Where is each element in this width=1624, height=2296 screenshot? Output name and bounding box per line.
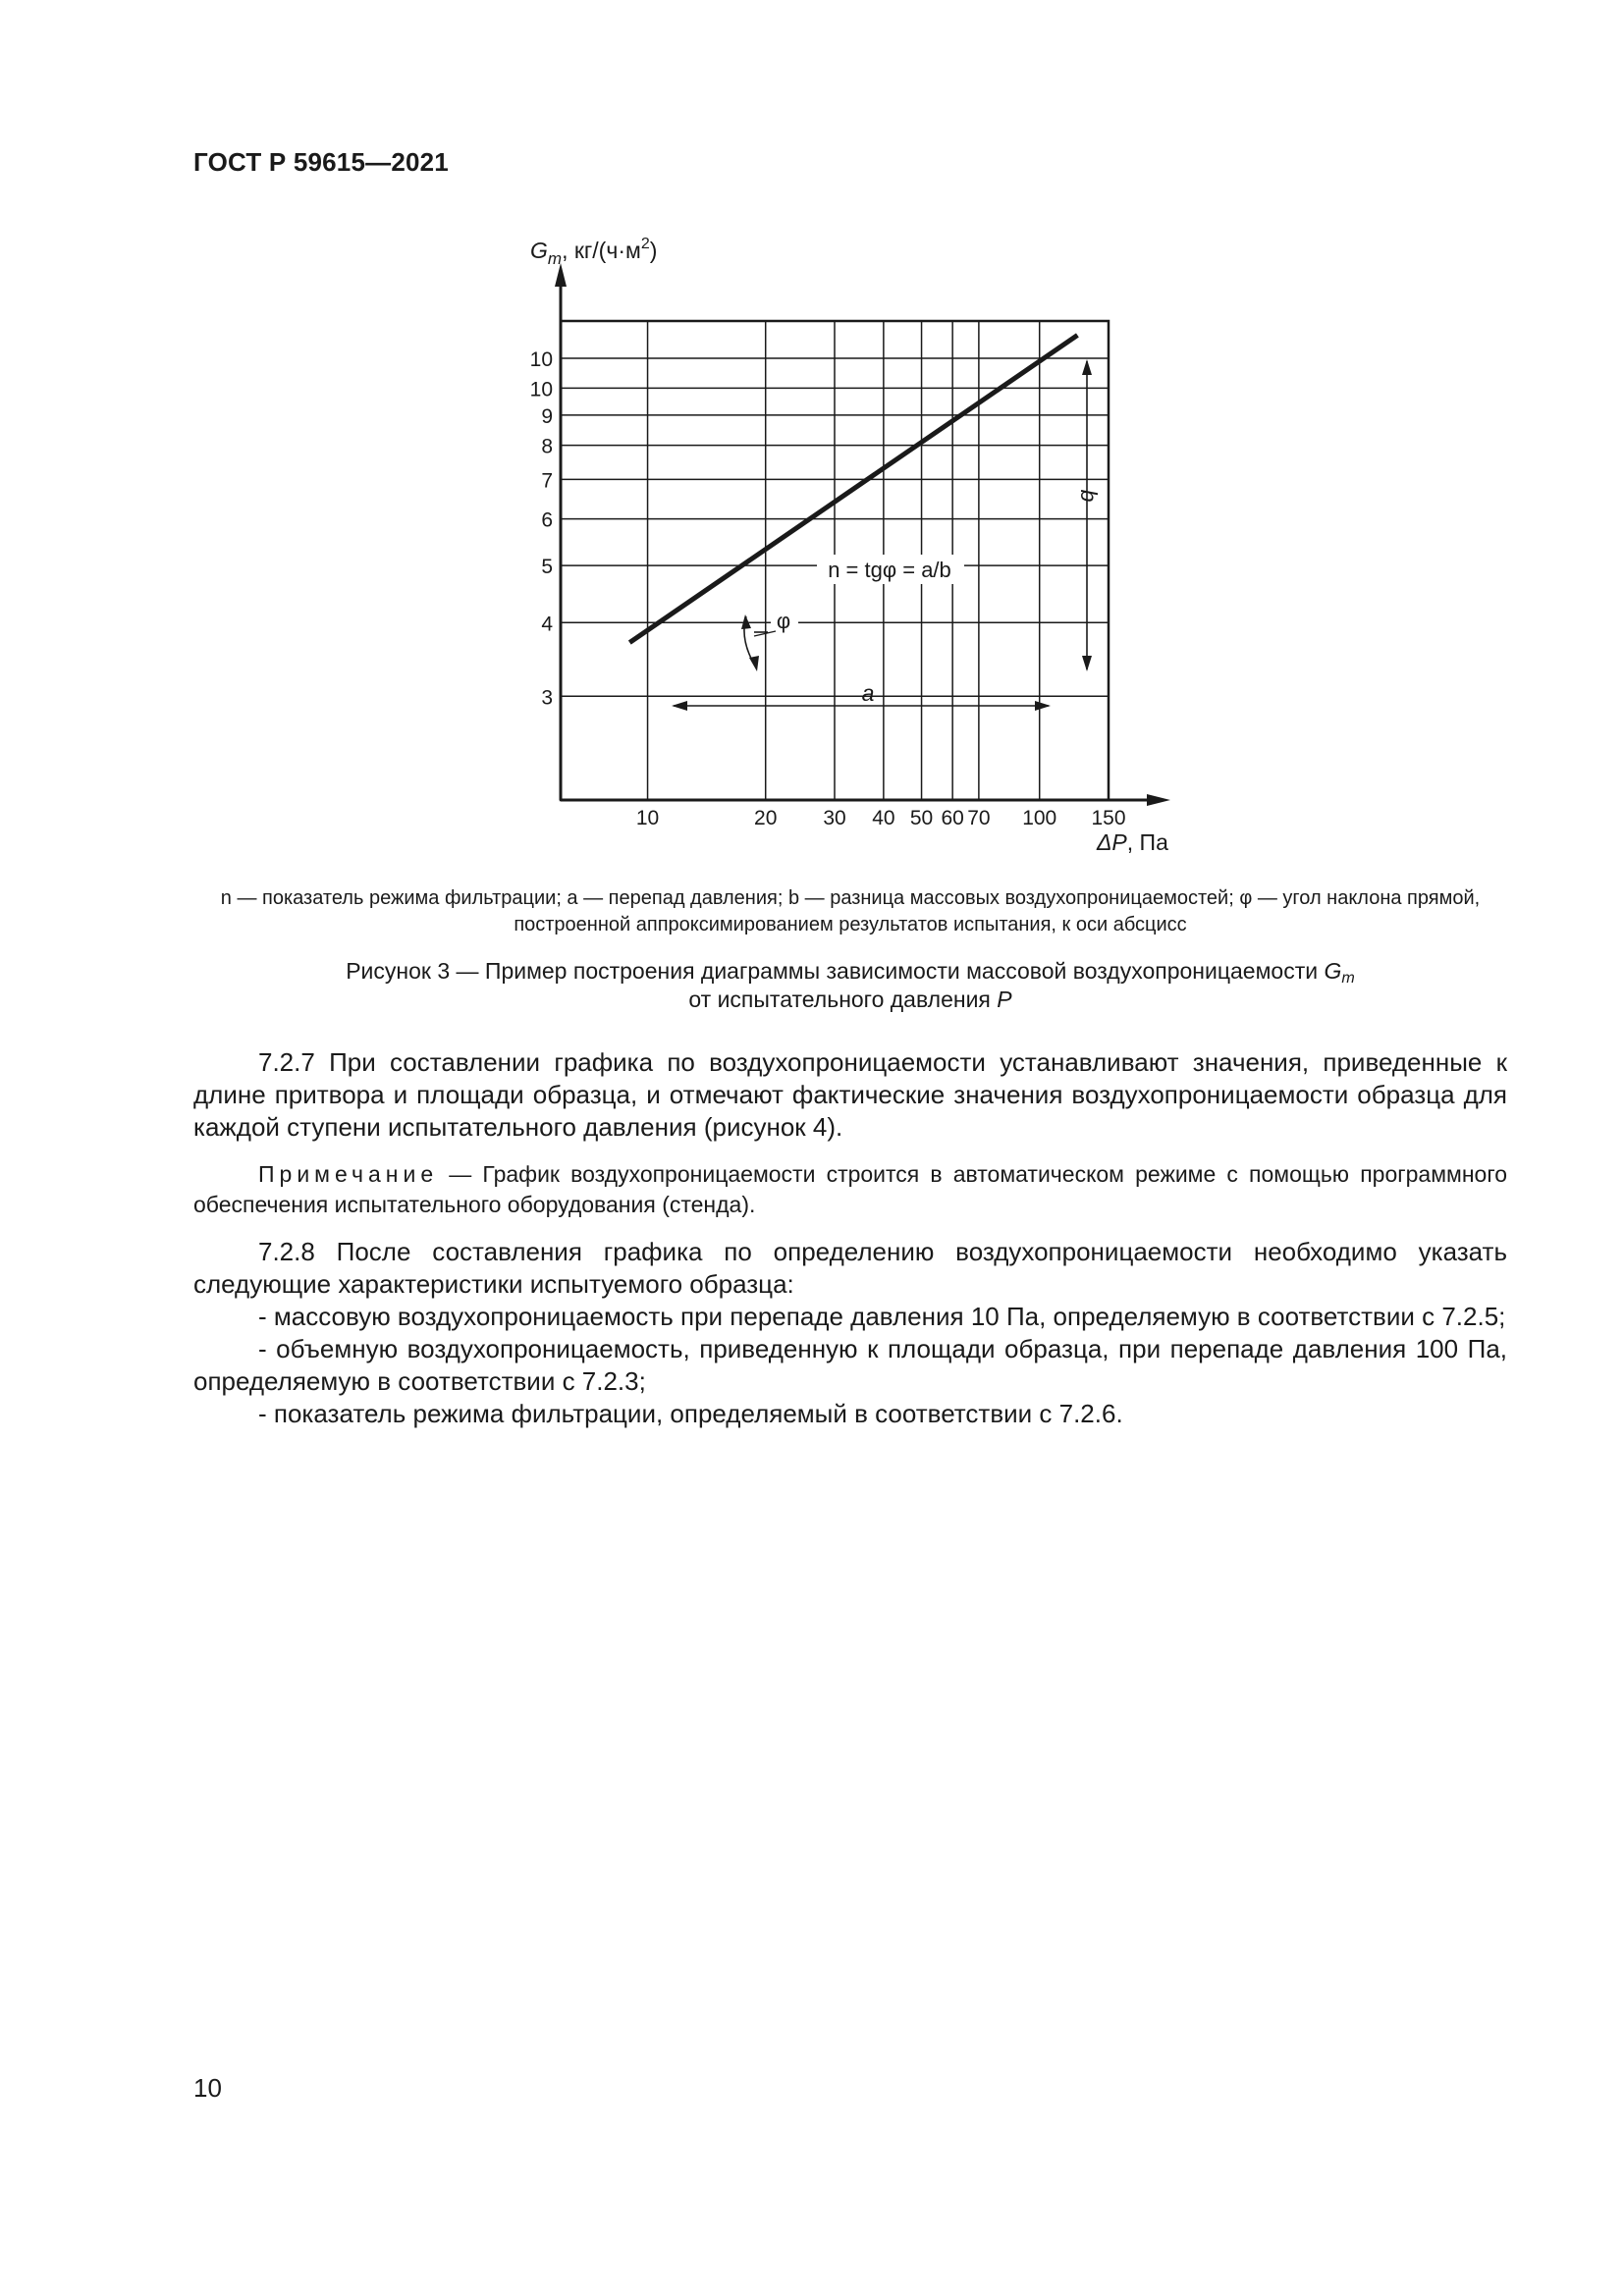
x-axis-arrow [1147, 794, 1170, 806]
note-label: Примечание [258, 1161, 439, 1187]
x-axis-title-symbol: ΔP [1097, 829, 1127, 855]
y-tick-label: 7 [541, 469, 553, 493]
y-axis-title-unit: , кг/(ч·м [562, 238, 641, 263]
paragraph-7-2-8: 7.2.8 После составления графика по определению воздухопроницаемости необходимо указать следующие характеристики испытуемого образца: [193, 1237, 1507, 1299]
caption-line-1: Рисунок 3 — Пример построения диаграммы зависимости массовой воздухопроницаемости [346, 958, 1325, 984]
y-axis-title-superscript: 2 [640, 236, 650, 252]
caption-variable-g: G [1324, 958, 1342, 984]
caption-variable-g-subscript: m [1341, 969, 1355, 988]
x-tick-label: 70 [967, 807, 991, 829]
caption-variable-p: P [997, 987, 1012, 1012]
x-tick-label: 60 [941, 807, 964, 829]
x-tick-label: 20 [754, 807, 778, 829]
page-number: 10 [193, 2073, 222, 2103]
note-text: — График воздухопроницаемости строится в автоматическом режиме с помощью программного обеспечения испытательного оборудования (стенда). [193, 1161, 1507, 1217]
x-tick-labels [636, 807, 1126, 829]
figure-legend: n — показатель режима фильтрации; a — перепад давления; b — разница массовых воздухопроницаемостей; φ — угол наклона прямой, построенной аппроксимированием результатов испытания, к оси абсцисс [220, 887, 1481, 935]
x-axis-title [1096, 829, 1168, 855]
y-axis-title [530, 236, 657, 268]
x-tick-label: 40 [872, 807, 895, 829]
air-permeability-chart [0, 0, 1624, 883]
list-item: - массовую воздухопроницаемость при перепаде давления 10 Па, определяемую в соответствии с 7.2.5; [258, 1302, 1506, 1331]
b-arrow-bottom [1082, 656, 1092, 671]
formula-label: n = tgφ = a/b [828, 558, 951, 582]
angle-label: φ [776, 609, 791, 633]
y-tick-label: 9 [541, 404, 553, 428]
x-tick-label: 30 [823, 807, 846, 829]
paragraph-7-2-7: 7.2.7 При составлении графика по воздухопроницаемости устанавливают значения, приведенные к длине притвора и площади образца, и отмечают фактические значения воздухопроницаемости образца для каждой ступени испытательного давления (рисунок 4). [193, 1047, 1507, 1142]
note [193, 1159, 1507, 1220]
y-tick-label: 6 [541, 508, 553, 532]
y-tick-label: 5 [541, 556, 553, 579]
a-arrow-right [1035, 701, 1051, 711]
y-tick-label: 3 [541, 686, 553, 710]
angle-arrow-bottom [749, 656, 759, 671]
x-tick-label: 150 [1091, 807, 1126, 829]
body-text [193, 1046, 1507, 1430]
y-axis-title-close: ) [649, 238, 658, 263]
caption-line-2: от испытательного давления [688, 987, 998, 1012]
x-tick-label: 10 [635, 807, 660, 829]
a-arrow-left [672, 701, 687, 711]
x-tick-label: 50 [909, 807, 934, 829]
y-axis-title-subscript: m [547, 249, 563, 268]
approximation-line [629, 335, 1077, 642]
figure-caption [193, 957, 1507, 1014]
y-axis-title-symbol: G [530, 238, 548, 263]
b-arrow-top [1082, 359, 1092, 375]
y-tick-label: 4 [541, 613, 553, 636]
x-tick-label: 100 [1022, 807, 1057, 829]
document-header: ГОСТ Р 59615—2021 [193, 147, 449, 177]
list-item: - объемную воздухопроницаемость, приведенную к площади образца, при перепаде давления 100 Па, определяемую в соответствии с 7.2.3; [193, 1334, 1507, 1396]
y-tick-label: 10 [529, 348, 553, 371]
y-tick-labels [530, 348, 554, 709]
y-tick-label: 8 [541, 435, 553, 458]
x-axis-title-unit: , Па [1126, 829, 1168, 855]
a-label: a [861, 680, 875, 706]
b-label: b [1076, 489, 1102, 503]
list-item: - показатель режима фильтрации, определяемый в соответствии с 7.2.6. [258, 1399, 1123, 1428]
y-tick-label: 10 [529, 378, 553, 401]
